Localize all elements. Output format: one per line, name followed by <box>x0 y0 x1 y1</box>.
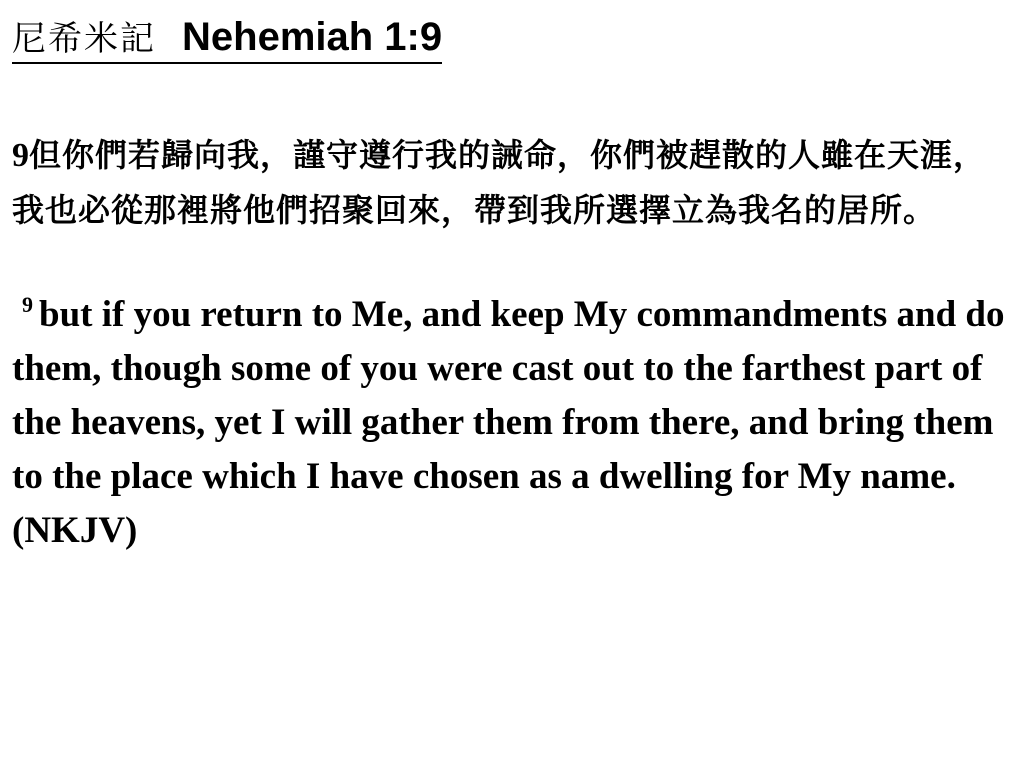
title-english: Nehemiah 1:9 <box>182 15 443 59</box>
title-chinese: 尼希米記 <box>12 19 156 59</box>
verse-english <box>12 288 1020 558</box>
verse-chinese <box>12 128 1012 238</box>
verse-number-chinese: 9 <box>12 137 29 174</box>
verse-number-english: 9 <box>22 292 33 317</box>
verse-text-english: but if you return to Me, and keep My commandments and do them, though some of you were cast out to the farthest part of the heavens, yet I will gather them from there, and bring them to the place which I have chosen as a dwelling for My name. (NKJV) <box>12 294 1005 551</box>
verse-text-chinese: 但你們若歸向我，謹守遵行我的誡命，你們被趕散的人雖在天涯，我也必從那裡將他們招聚回來，帶到我所選擇立為我名的居所。 <box>12 136 987 229</box>
slide-title <box>12 14 442 64</box>
